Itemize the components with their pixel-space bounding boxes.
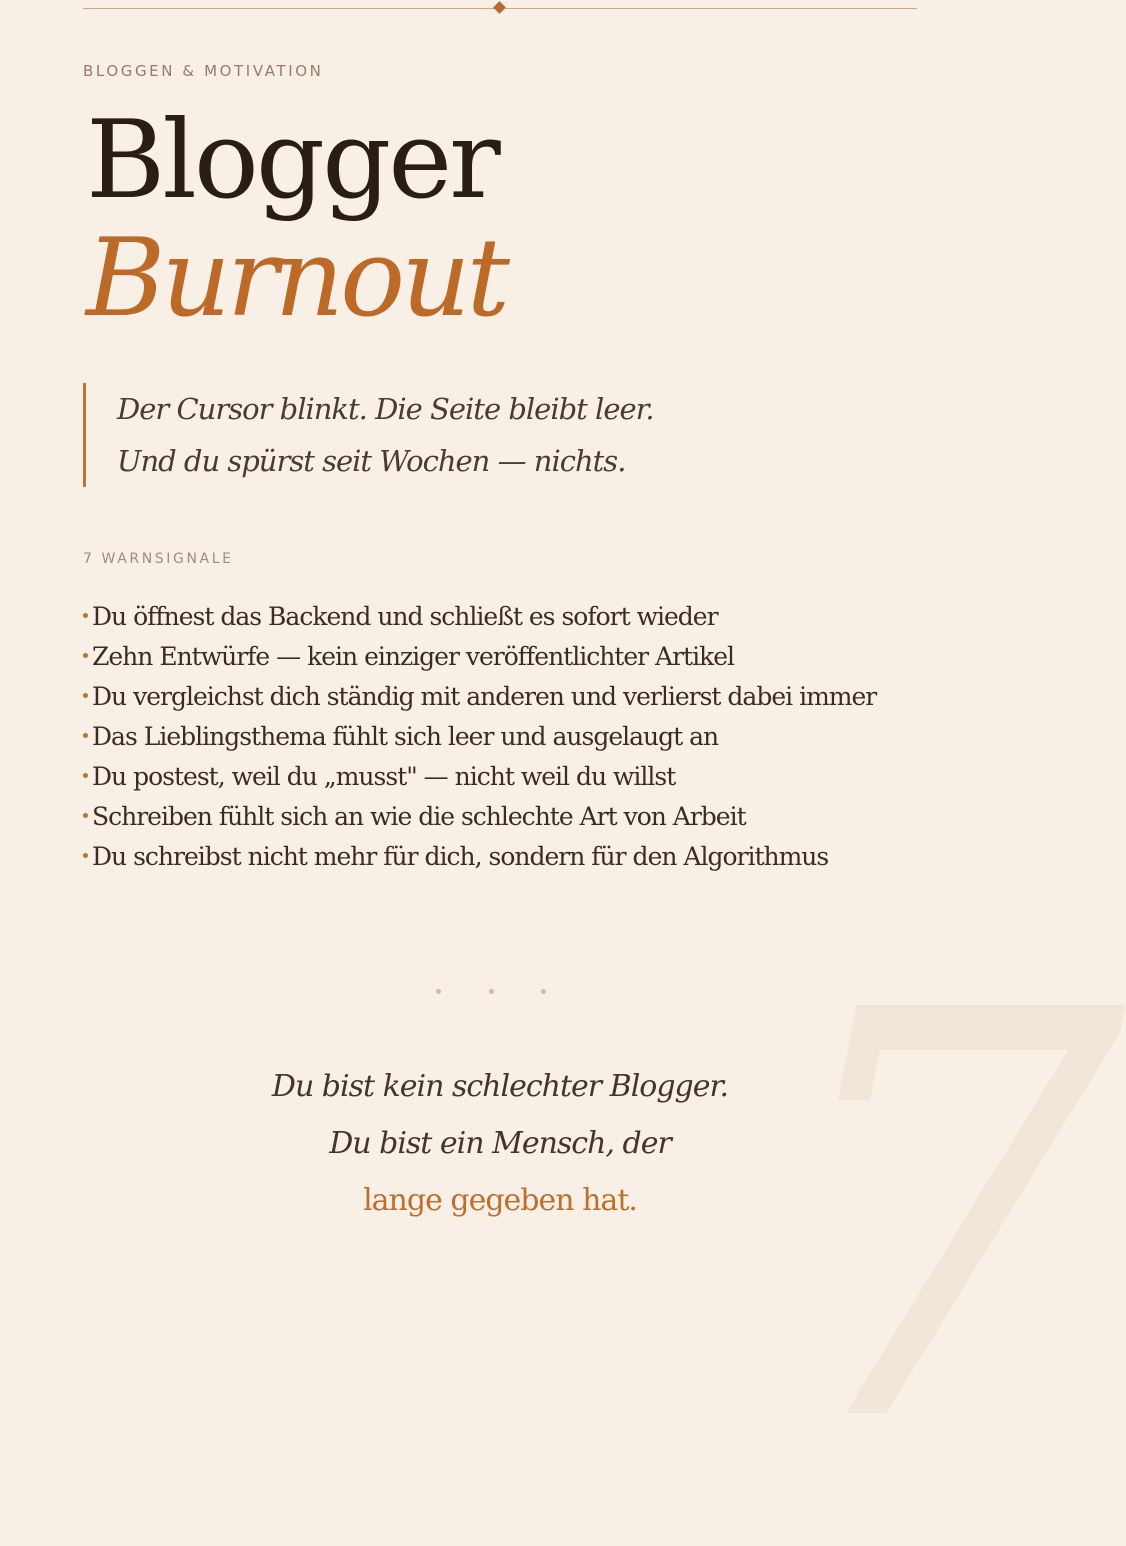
list-item: Du postest, weil du „musst" — nicht weil du willst [83,757,923,797]
closing-accent-line: lange gegeben hat. [363,1183,637,1218]
list-item: Schreiben fühlt sich an wie die schlechte Art von Arbeit [83,797,923,837]
category-label: BLOGGEN & MOTIVATION [83,62,324,80]
list-item: Du schreibst nicht mehr für dich, sondern für den Algorithmus [83,837,923,877]
list-item: Du vergleichst dich ständig mit anderen und verlierst dabei immer [83,677,923,717]
closing-line-1: Du bist kein schlechter Blogger. [271,1069,729,1104]
intro-quote-line-1: Der Cursor blinkt. Die Seite bleibt leer. [117,392,654,426]
diamond-icon [493,1,506,14]
list-item: Das Lieblingsthema fühlt sich leer und ausgelaugt an [83,717,923,757]
separator-dots [436,989,556,997]
decorative-number: 7 [770,894,1126,1546]
dot-icon [489,989,494,994]
list-item: Zehn Entwürfe — kein einziger veröffentlichter Artikel [83,637,923,677]
closing-statement [0,1058,1000,1229]
list-item: Du öffnest das Backend und schließt es sofort wieder [83,597,923,637]
dot-icon [436,989,441,994]
warning-signals-list [83,597,923,877]
page-title-line-1: Blogger [86,98,498,223]
page-title-line-2: Burnout [86,216,507,341]
closing-line-2: Du bist ein Mensch, der [329,1126,671,1161]
intro-quote [83,383,654,487]
dot-icon [541,989,546,994]
intro-quote-line-2: Und du spürst seit Wochen — nichts. [117,444,626,478]
warning-signals-label: 7 WARNSIGNALE [83,551,234,567]
